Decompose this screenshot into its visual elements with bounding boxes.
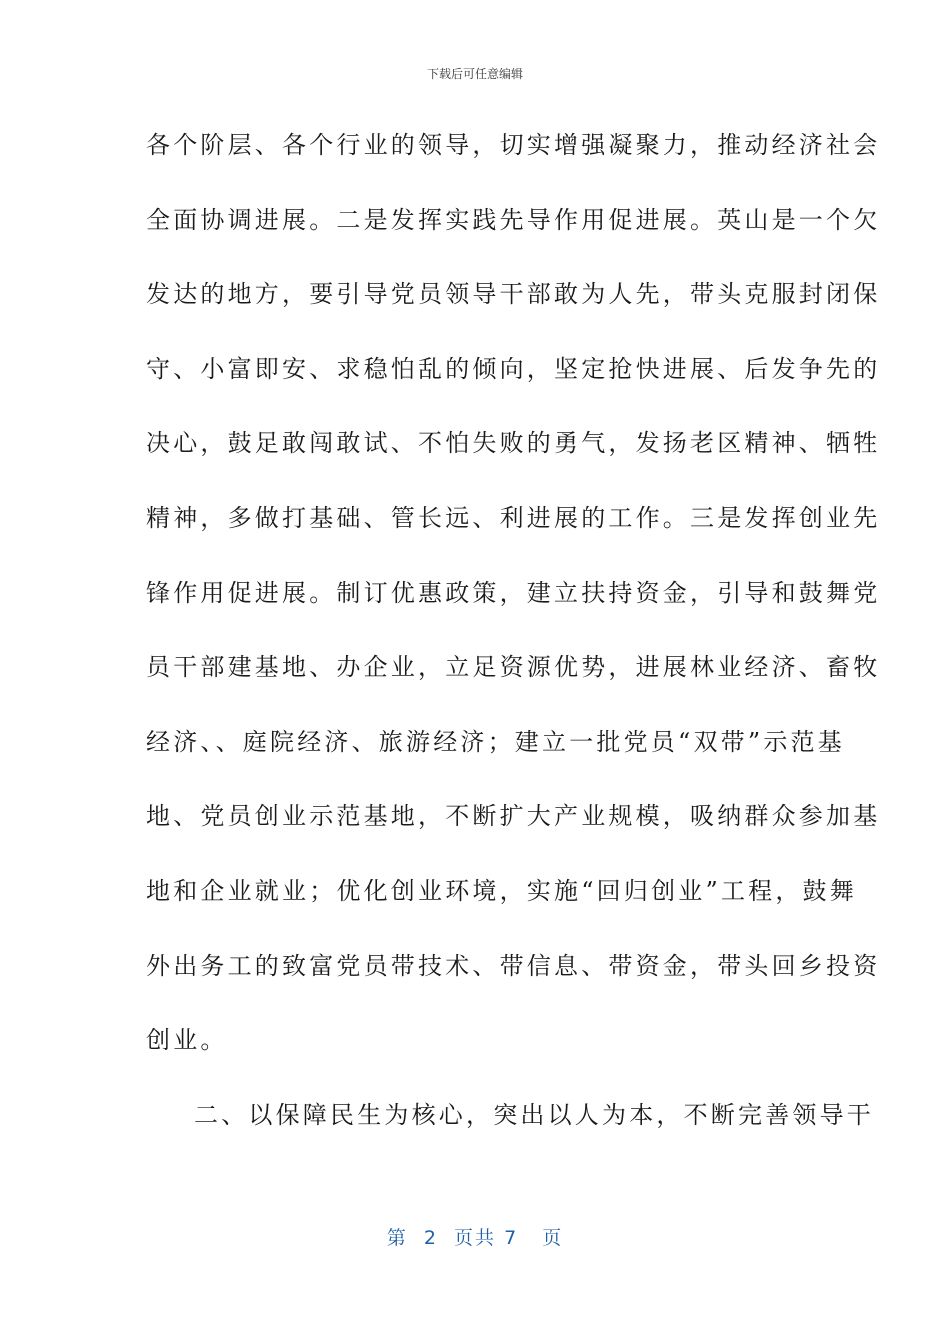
text-line: 地、党员创业示范基地，不断扩大产业规模，吸纳群众参加基 xyxy=(146,802,881,831)
text-line: 全面协调进展。二是发挥实践先导作用促进展。英山是一个欠 xyxy=(146,205,881,234)
text-line: 精神，多做打基础、管长远、利进展的工作。三是发挥创业先 xyxy=(146,503,881,532)
page-label-mid: 页共 xyxy=(454,1227,497,1249)
text-line: 二、以保障民生为核心，突出以人为本，不断完善领导干 xyxy=(194,1100,874,1129)
page-current: 2 xyxy=(423,1227,438,1249)
paragraph-1 xyxy=(146,123,881,1093)
text-line: 创业。 xyxy=(146,1026,228,1055)
text-line: 发达的地方，要引导党员领导干部敢为人先，带头克服封闭保 xyxy=(146,280,881,309)
text-line: 决心，鼓足敢闯敢试、不怕失败的勇气，发扬老区精神、牺牲 xyxy=(146,429,881,458)
page-label-suffix: 页 xyxy=(542,1227,564,1249)
text-line: 各个阶层、各个行业的领导，切实增强凝聚力，推动经济社会 xyxy=(146,131,881,159)
header-text: 下载后可任意编辑 xyxy=(426,67,523,81)
page-footer xyxy=(0,1226,950,1250)
text-line: 地和企业就业；优化创业环境，实施“回归创业”工程，鼓舞 xyxy=(146,876,857,905)
page-total: 7 xyxy=(504,1227,519,1249)
text-line: 员干部建基地、办企业，立足资源优势，进展林业经济、畜牧 xyxy=(146,653,881,682)
text-line: 经济、、庭院经济、旅游经济；建立一批党员“双带”示范基 xyxy=(146,727,845,756)
page-header xyxy=(0,66,950,82)
page-label-prefix: 第 xyxy=(386,1227,408,1249)
text-line: 守、小富即安、求稳怕乱的倾向，坚定抢快进展、后发争先的 xyxy=(146,354,881,383)
paragraph-2 xyxy=(146,1093,874,1168)
document-body xyxy=(146,123,881,1167)
text-line: 锋作用促进展。制订优惠政策，建立扶持资金，引导和鼓舞党 xyxy=(146,578,881,607)
text-line: 外出务工的致富党员带技术、带信息、带资金，带头回乡投资 xyxy=(146,951,881,980)
